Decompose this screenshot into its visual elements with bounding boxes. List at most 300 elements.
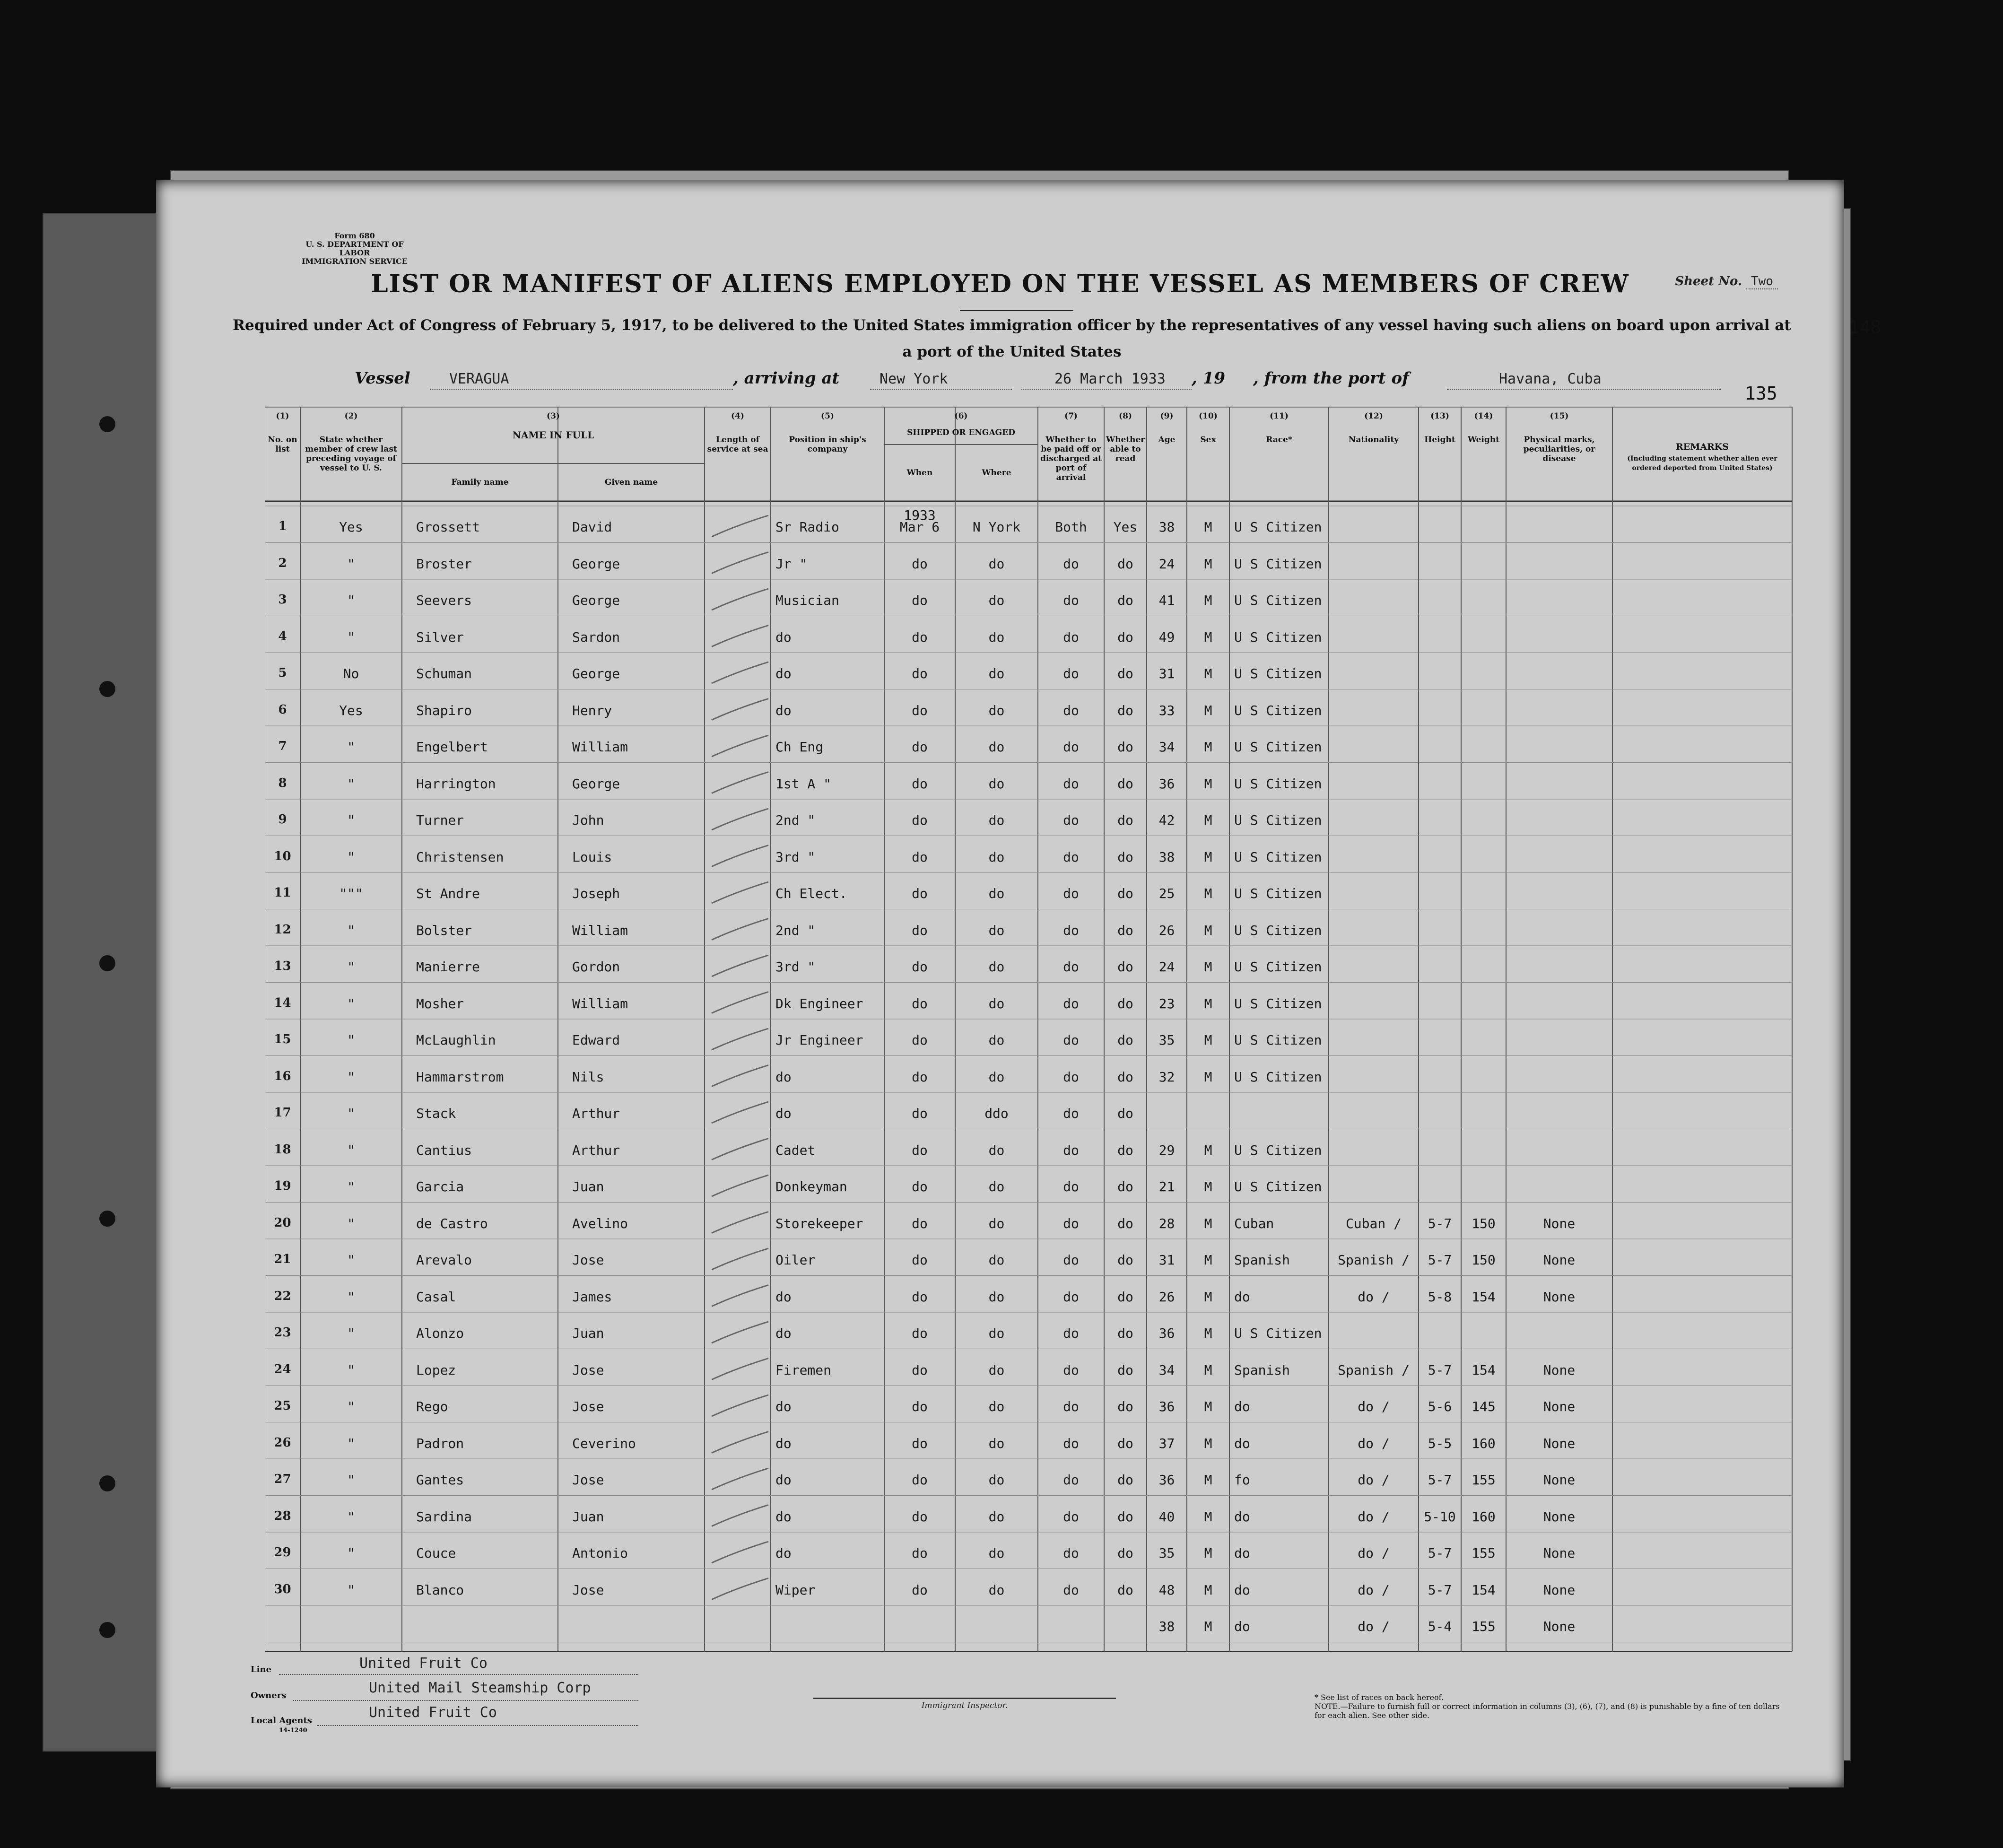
cell-sex: M	[1204, 1289, 1212, 1305]
header-c2: State whether member of crew last preceding voyage of vessel to U. S.	[305, 435, 397, 473]
from-port: Havana, Cuba	[1499, 371, 1602, 387]
cell-family: Broster	[416, 556, 472, 572]
cell-age: 26	[1158, 1289, 1175, 1305]
cell-given: Antonio	[572, 1545, 628, 1561]
cell-sex: M	[1204, 922, 1212, 938]
cell-prev: Yes	[339, 519, 363, 535]
cell-sex: M	[1204, 886, 1212, 901]
cell-no: 24	[274, 1362, 291, 1377]
cell-family: Mosher	[416, 995, 464, 1011]
cell-when: do	[912, 593, 928, 608]
cell-paid: do	[1063, 702, 1079, 718]
cell-family: McLaughlin	[416, 1032, 496, 1048]
header-c15: Physical marks, peculiarities, or disease	[1523, 435, 1595, 463]
cell-where: do	[988, 922, 1005, 938]
check-mark	[712, 1139, 768, 1160]
cell-sex: M	[1204, 1582, 1212, 1598]
cell-marks: None	[1543, 1252, 1576, 1268]
header-c6-number: (6)	[954, 411, 968, 421]
cell-race: U S Citizen	[1234, 886, 1322, 901]
cell-race: U S Citizen	[1234, 739, 1322, 755]
cell-when: do	[912, 1032, 928, 1048]
cell-paid: do	[1063, 593, 1079, 608]
cell-when: Mar 6	[899, 519, 940, 535]
cell-prev: "	[347, 922, 355, 938]
cell-race: U S Citizen	[1234, 995, 1322, 1011]
punch-hole	[99, 955, 115, 971]
cell-position: do	[775, 1508, 792, 1525]
cell-family: Couce	[416, 1545, 456, 1561]
cell-height: 5-6	[1428, 1399, 1452, 1414]
cell-prev: "	[347, 1472, 355, 1488]
cell-sex: M	[1204, 995, 1212, 1011]
cell-age: 36	[1158, 1325, 1175, 1341]
cell-when: do	[912, 1252, 928, 1268]
cell-given: Jose	[572, 1252, 604, 1268]
footnote	[1315, 1693, 1787, 1720]
header-c1: No. on list	[268, 435, 297, 454]
cell-weight: 160	[1472, 1435, 1496, 1451]
cell-given: Arthur	[572, 1106, 620, 1121]
cell-prev: "	[347, 593, 355, 608]
cell-weight: 154	[1472, 1582, 1496, 1598]
check-mark	[712, 1102, 768, 1123]
cell-prev: "	[347, 1399, 355, 1414]
cell-paid: do	[1063, 1435, 1079, 1451]
cell-given: William	[572, 739, 628, 755]
cell-prev: "	[347, 1069, 355, 1085]
header-c8: Whether able to read	[1106, 435, 1145, 463]
cell-given: George	[572, 666, 620, 681]
check-mark	[712, 1359, 768, 1380]
check-mark	[712, 626, 768, 647]
cell-height: 5-7	[1428, 1252, 1452, 1268]
cell-when: do	[912, 1508, 928, 1525]
cell-family: de Castro	[416, 1215, 488, 1231]
header-c13-number: (13)	[1430, 411, 1449, 421]
cell-no: 21	[274, 1252, 291, 1266]
cell-race: do	[1234, 1508, 1250, 1525]
header-family-name: Family name	[451, 478, 509, 487]
cell-race: U S Citizen	[1234, 519, 1322, 535]
cell-prev: "	[347, 959, 355, 975]
cell-height: 5-7	[1428, 1582, 1452, 1598]
cell-where: do	[988, 629, 1005, 645]
cell-paid: do	[1063, 1508, 1079, 1525]
cell-when: do	[912, 1106, 928, 1121]
cell-read: do	[1117, 1252, 1133, 1268]
cell-given: Avelino	[572, 1215, 628, 1231]
cell-paid: do	[1063, 556, 1079, 572]
header-c5: Position in ship's company	[789, 435, 866, 454]
from-label: , from the port of	[1253, 369, 1409, 388]
cell-sex: M	[1204, 1472, 1212, 1488]
check-mark	[712, 1542, 768, 1563]
cell-age: 23	[1158, 995, 1175, 1011]
cell-nat: do /	[1358, 1508, 1390, 1525]
cell-where: do	[988, 1069, 1005, 1085]
cell-position: do	[775, 1069, 792, 1085]
cell-prev: "	[347, 739, 355, 755]
cell-prev: No	[343, 666, 359, 681]
cell-race: U S Citizen	[1234, 702, 1322, 718]
header-c6: SHIPPED OR ENGAGED	[907, 428, 1015, 437]
cell-prev: "	[347, 629, 355, 645]
cell-no: 7	[278, 739, 287, 753]
cell-family: Blanco	[416, 1582, 464, 1598]
cell-when: do	[912, 1179, 928, 1194]
cell-family: Alonzo	[416, 1325, 464, 1341]
cell-no: 9	[278, 812, 287, 827]
cell-given: Nils	[572, 1069, 604, 1085]
cell-no: 25	[274, 1399, 291, 1413]
header-c9-number: (9)	[1160, 411, 1174, 421]
cell-position: 3rd "	[775, 849, 816, 865]
header-c4: Length of service at sea	[707, 435, 768, 454]
cell-where: do	[988, 1545, 1005, 1561]
cell-given: William	[572, 995, 628, 1011]
cell-position: do	[775, 702, 792, 718]
check-mark	[712, 1285, 768, 1307]
punch-hole	[99, 681, 115, 697]
cell-position: do	[775, 1289, 792, 1305]
inspector-signature-line: Immigrant Inspector.	[813, 1698, 1116, 1710]
check-mark	[712, 1212, 768, 1233]
cell-where: do	[988, 1179, 1005, 1194]
cell-position: Dk Engineer	[775, 995, 863, 1011]
cell-marks: None	[1543, 1435, 1576, 1451]
cell-when: do	[912, 1069, 928, 1085]
cell-no: 11	[274, 886, 291, 900]
cell-age: 35	[1158, 1032, 1175, 1048]
cell-read: do	[1117, 1582, 1133, 1598]
cell-given: Jose	[572, 1472, 604, 1488]
agents-value: United Fruit Co	[369, 1704, 497, 1721]
cell-family: Bolster	[416, 922, 472, 938]
cell-age: 40	[1158, 1508, 1175, 1525]
header-c2-number: (2)	[344, 411, 358, 421]
check-mark	[712, 955, 768, 976]
cell-read: do	[1117, 1435, 1133, 1451]
check-mark	[712, 919, 768, 940]
cell-read: do	[1117, 556, 1133, 572]
cell-where: do	[988, 666, 1005, 681]
cell-marks: None	[1543, 1399, 1576, 1414]
cell-position: Musician	[775, 593, 839, 608]
cell-no: 6	[278, 702, 287, 717]
cell-prev: "	[347, 1545, 355, 1561]
cell-weight: 155	[1472, 1472, 1496, 1488]
cell-position: Ch Eng	[775, 739, 824, 755]
cell-weight: 154	[1472, 1362, 1496, 1378]
cell-given: George	[572, 556, 620, 572]
cell-paid: do	[1063, 1215, 1079, 1231]
cell-weight: 155	[1472, 1545, 1496, 1561]
header-c3: NAME IN FULL	[512, 429, 594, 441]
cell-height: 5-4	[1428, 1619, 1452, 1634]
cell-nat: Spanish /	[1338, 1252, 1410, 1268]
year-label: , 19	[1192, 369, 1225, 388]
line-label: Line	[251, 1665, 272, 1674]
cell-age: 32	[1158, 1069, 1175, 1085]
agents-label: Local Agents	[251, 1716, 312, 1726]
cell-when: do	[912, 702, 928, 718]
cell-race: U S Citizen	[1234, 666, 1322, 681]
cell-prev: "	[347, 1582, 355, 1598]
check-mark	[712, 882, 768, 903]
cell-age: 24	[1158, 556, 1175, 572]
cell-read: do	[1117, 922, 1133, 938]
cell-sex: M	[1204, 666, 1212, 681]
cell-when: do	[912, 776, 928, 792]
check-mark	[712, 1432, 768, 1453]
cell-family: Manierre	[416, 959, 480, 975]
cell-prev: "	[347, 1179, 355, 1194]
cell-height: 5-7	[1428, 1545, 1452, 1561]
cell-paid: do	[1063, 1545, 1079, 1561]
cell-read: do	[1117, 1399, 1133, 1414]
cell-family: Grossett	[416, 519, 480, 535]
cell-paid: do	[1063, 849, 1079, 865]
cell-family: Stack	[416, 1106, 456, 1121]
check-mark	[712, 662, 768, 683]
cell-paid: do	[1063, 1472, 1079, 1488]
header-c3-number: (3)	[547, 411, 560, 421]
cell-age: 29	[1158, 1142, 1175, 1158]
check-mark	[712, 1248, 768, 1270]
cell-position: Donkeyman	[775, 1179, 847, 1194]
cell-given: Joseph	[572, 886, 620, 901]
cell-sex: M	[1204, 1142, 1212, 1158]
cell-position: do	[775, 1435, 792, 1451]
cell-where: ddo	[984, 1106, 1009, 1121]
header-remarks-note: (Including statement whether alien ever ordered deported from United States)	[1627, 455, 1777, 472]
cell-family: Christensen	[416, 849, 504, 865]
cell-prev: "	[347, 1325, 355, 1341]
cell-where: do	[988, 1142, 1005, 1158]
cell-given: Henry	[572, 702, 612, 718]
cell-where: do	[988, 886, 1005, 901]
cell-read: do	[1117, 1069, 1133, 1085]
cell-no: 17	[274, 1106, 291, 1120]
cell-when: do	[912, 995, 928, 1011]
cell-when: do	[912, 1362, 928, 1378]
cell-no: 29	[274, 1545, 291, 1560]
cell-marks: None	[1543, 1582, 1576, 1598]
cell-family: Rego	[416, 1399, 448, 1414]
cell-position: do	[775, 1106, 792, 1121]
cell-position: Cadet	[775, 1142, 816, 1158]
header-c12: Nationality	[1348, 435, 1399, 445]
cell-position: Wiper	[775, 1582, 816, 1598]
cell-no: 30	[274, 1582, 291, 1596]
cell-position: do	[775, 1545, 792, 1561]
cell-age: 36	[1158, 776, 1175, 792]
cell-read: do	[1117, 1106, 1133, 1121]
cell-where: do	[988, 995, 1005, 1011]
cell-race: do	[1234, 1289, 1250, 1305]
cell-given: George	[572, 776, 620, 792]
cell-position: Ch Elect.	[775, 886, 847, 901]
cell-read: do	[1117, 702, 1133, 718]
form-number: Form 680	[334, 231, 375, 240]
cell-no: 3	[278, 593, 287, 607]
cell-family: Harrington	[416, 776, 496, 792]
header-c1-number: (1)	[276, 411, 289, 421]
cell-family: St Andre	[416, 886, 480, 901]
cell-read: do	[1117, 995, 1133, 1011]
cell-where: do	[988, 1032, 1005, 1048]
form-identifier	[298, 232, 411, 266]
cell-sex: M	[1204, 1032, 1212, 1048]
cell-where: do	[988, 1435, 1005, 1451]
cell-read: do	[1117, 593, 1133, 608]
cell-read: do	[1117, 1289, 1133, 1305]
cell-marks: None	[1543, 1545, 1576, 1561]
check-mark	[712, 1065, 768, 1087]
cell-read: do	[1117, 886, 1133, 901]
cell-race: U S Citizen	[1234, 1069, 1322, 1085]
cell-family: Hammarstrom	[416, 1069, 504, 1085]
stamp-number-148: 148	[1849, 317, 1881, 338]
cell-race: do	[1234, 1435, 1250, 1451]
cell-marks: None	[1543, 1215, 1576, 1231]
cell-read: do	[1117, 1325, 1133, 1341]
cell-where: do	[988, 1508, 1005, 1525]
cell-where: do	[988, 1215, 1005, 1231]
arriving-label: , arriving at	[733, 369, 840, 388]
cell-no: 20	[274, 1215, 291, 1230]
cell-when: do	[912, 1472, 928, 1488]
cell-nat: do /	[1358, 1545, 1390, 1561]
cell-race: U S Citizen	[1234, 1179, 1322, 1194]
owners-value: United Mail Steamship Corp	[369, 1680, 591, 1696]
cell-paid: do	[1063, 1582, 1079, 1598]
cell-read: do	[1117, 849, 1133, 865]
cell-when: do	[912, 812, 928, 828]
vessel-line	[355, 369, 1726, 392]
cell-given: Juan	[572, 1325, 604, 1341]
cell-age: 36	[1158, 1472, 1175, 1488]
cell-prev: "	[347, 1215, 355, 1231]
cell-race: Spanish	[1234, 1252, 1290, 1268]
cell-paid: do	[1063, 922, 1079, 938]
cell-when: do	[912, 886, 928, 901]
cell-position: 3rd "	[775, 959, 816, 975]
cell-no: 28	[274, 1508, 291, 1523]
cell-paid: do	[1063, 995, 1079, 1011]
cell-age: 36	[1158, 1399, 1175, 1414]
cell-when: do	[912, 922, 928, 938]
cell-no: 27	[274, 1472, 291, 1486]
check-mark	[712, 589, 768, 610]
cell-paid: do	[1063, 886, 1079, 901]
cell-sex: M	[1204, 1179, 1212, 1194]
cell-position: do	[775, 666, 792, 681]
cell-read: do	[1117, 739, 1133, 755]
cell-read: do	[1117, 1362, 1133, 1378]
cell-when: do	[912, 1215, 928, 1231]
cell-where: do	[988, 1252, 1005, 1268]
cell-family: Gantes	[416, 1472, 464, 1488]
cell-weight: 155	[1472, 1619, 1496, 1634]
cell-paid: do	[1063, 1142, 1079, 1158]
check-mark	[712, 809, 768, 830]
check-mark	[712, 699, 768, 720]
cell-nat: do /	[1358, 1619, 1390, 1634]
cell-race: U S Citizen	[1234, 812, 1322, 828]
cell-paid: do	[1063, 959, 1079, 975]
header-c13: Height	[1424, 435, 1455, 445]
check-mark	[712, 846, 768, 867]
cell-read: do	[1117, 1215, 1133, 1231]
cell-prev: "	[347, 849, 355, 865]
cell-nat: Cuban /	[1345, 1215, 1402, 1231]
cell-no: 26	[274, 1435, 291, 1450]
cell-position: Storekeeper	[775, 1215, 863, 1231]
manifest-page	[156, 180, 1881, 1787]
cell-given: David	[572, 519, 612, 535]
cell-height: 5-7	[1428, 1215, 1452, 1231]
form-department: U. S. DEPARTMENT OF LABOR	[305, 240, 404, 257]
cell-paid: do	[1063, 1289, 1079, 1305]
cell-when: do	[912, 1399, 928, 1414]
cell-sex: M	[1204, 629, 1212, 645]
header-c4-number: (4)	[731, 411, 744, 421]
header-c5-number: (5)	[821, 411, 834, 421]
sheet-value: Two	[1746, 274, 1778, 289]
cell-family: Turner	[416, 812, 464, 828]
cell-sex: M	[1204, 1325, 1212, 1341]
header-c10-number: (10)	[1199, 411, 1218, 421]
cell-prev: "	[347, 1508, 355, 1525]
header-given-name: Given name	[604, 478, 658, 487]
cell-position: Jr "	[775, 556, 808, 572]
header-when: When	[906, 468, 933, 478]
cell-prev: "	[347, 776, 355, 792]
cell-no: 12	[274, 922, 291, 937]
cell-no: 19	[274, 1179, 291, 1193]
cell-where: do	[988, 776, 1005, 792]
cell-given: George	[572, 593, 620, 608]
cell-race: U S Citizen	[1234, 959, 1322, 975]
cell-age: 38	[1158, 519, 1175, 535]
cell-race: U S Citizen	[1234, 776, 1322, 792]
cell-where: do	[988, 1325, 1005, 1341]
cell-marks: None	[1543, 1289, 1576, 1305]
page-subtitle: Required under Act of Congress of February 5, 1917, to be delivered to the United States immigration officer by the representatives of any vessel having such aliens on board upon arrival at a port of the United States	[233, 317, 1791, 360]
cell-sex: M	[1204, 556, 1212, 572]
cell-height: 5-10	[1424, 1508, 1456, 1525]
cell-age: 28	[1158, 1215, 1175, 1231]
cell-prev: "	[347, 1362, 355, 1378]
cell-sex: M	[1204, 519, 1212, 535]
cell-given: John	[572, 812, 604, 828]
cell-sex: M	[1204, 1508, 1212, 1525]
cell-position: do	[775, 1472, 792, 1488]
cell-age: 33	[1158, 702, 1175, 718]
cell-family: Cantius	[416, 1142, 472, 1158]
cell-when: do	[912, 1582, 928, 1598]
cell-race: fo	[1234, 1472, 1250, 1488]
check-mark	[712, 992, 768, 1013]
cell-nat: do /	[1358, 1582, 1390, 1598]
cell-family: Casal	[416, 1289, 456, 1305]
cell-when: do	[912, 849, 928, 865]
cell-no: 15	[274, 1032, 291, 1046]
cell-weight: 150	[1472, 1215, 1496, 1231]
cell-family: Seevers	[416, 593, 472, 608]
